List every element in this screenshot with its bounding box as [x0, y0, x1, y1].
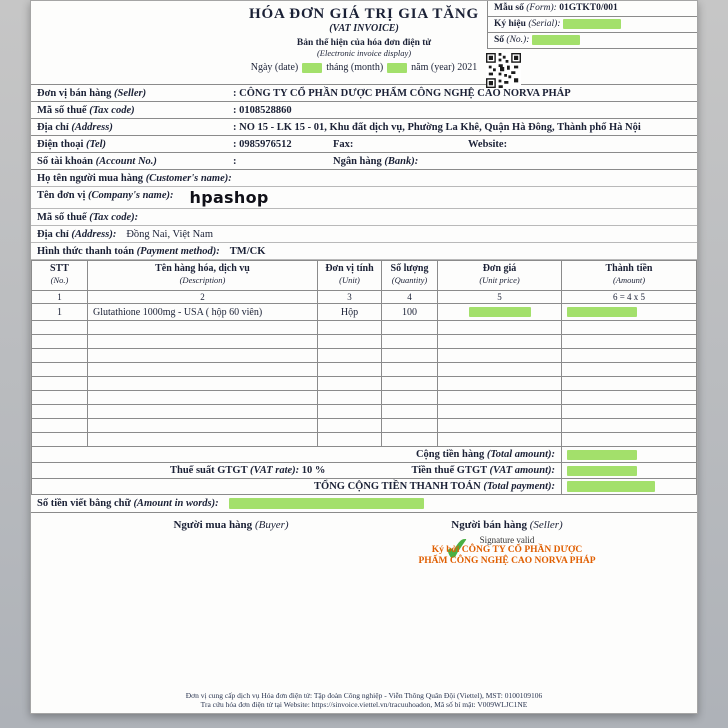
items-table [31, 260, 697, 495]
subtotal-row: Cộng tiền hàng (Total amount): [32, 447, 697, 463]
redacted-month-value [387, 63, 407, 73]
buyer-taxcode-row: Mã số thuế (Tax code): [31, 209, 697, 226]
seller-taxcode-value: : 0108528860 [233, 105, 292, 116]
display-line-vi: Bản thể hiện của hóa đơn điện tử [296, 38, 432, 48]
redacted-day-value [302, 63, 322, 73]
vat-amount-label: Tiền thuế GTGT (VAT amount): [411, 465, 555, 476]
table-empty-row [32, 405, 697, 419]
seller-address-row: Địa chỉ (Address) : NO 15 - LK 15 - 01, Khu đất dịch vụ, Phường La Khê, Quận Hà Đông, Thành phố Hà Nội [31, 119, 697, 136]
date-label-year: năm (year) 2021 [411, 62, 478, 73]
buyer-signature-block: Người mua hàng (Buyer) [173, 519, 289, 531]
seller-name-row: Đơn vị bán hàng (Seller) : CÔNG TY CỔ PHẦN DƯỢC PHẨM CÔNG NGHỆ CAO NORVA PHÁP [31, 85, 697, 102]
qr-code-icon [486, 53, 521, 88]
seller-section [31, 85, 697, 170]
redacted-amount-in-words [229, 498, 424, 509]
item-quantity: 100 [382, 304, 438, 321]
item-unit: Hộp [318, 304, 382, 321]
invoice-subtitle: (VAT INVOICE) [329, 23, 399, 34]
footer-lookup-line: Tra cứu hóa đơn điện tử tại Website: https://sinvoice.viettel.vn/tracuuhoadon, Mã số bí mật: V009WLJC1NE [200, 700, 528, 709]
vat-row [32, 463, 697, 479]
item-row [32, 304, 697, 321]
seller-taxcode-row: Mã số thuế (Tax code) : 0108528860 [31, 102, 697, 119]
form-number-row: Mẫu số (Form): 01GTKT0/001 [488, 1, 697, 17]
invoice-page [30, 0, 698, 714]
date-label-month: tháng (month) [326, 62, 384, 73]
table-empty-row [32, 377, 697, 391]
amount-in-words-row [31, 495, 697, 513]
signature-check-icon: ✔ [442, 529, 473, 569]
signed-by-line2: PHẨM CÔNG NGHỆ CAO NORVA PHÁP [418, 556, 596, 566]
footer-notes [31, 691, 697, 709]
signed-by-line1: Ký bởi CÔNG TY CỔ PHẦN DƯỢC [431, 545, 583, 555]
table-empty-row [32, 391, 697, 405]
account-colon: : [233, 156, 237, 167]
redacted-total-payment [567, 481, 655, 492]
invoice-date-line [31, 62, 697, 73]
buyer-company-name: hpashop [189, 188, 269, 207]
table-column-numbers-row: 1 2 3 4 5 6 = 4 x 5 [32, 291, 697, 304]
seller-phone-value: : 0985976512 [233, 139, 292, 150]
table-empty-row [32, 321, 697, 335]
seller-phone-row: Điện thoại (Tel) : 0985976512 Fax: Website: [31, 136, 697, 153]
website-label: Website: [468, 139, 508, 150]
table-empty-row [32, 335, 697, 349]
serial-row: Ký hiệu (Serial): [488, 17, 697, 33]
seller-address-value: : NO 15 - LK 15 - 01, Khu đất dịch vụ, Phường La Khê, Quận Hà Đông, Thành phố Hà Nội [233, 122, 641, 133]
seller-account-row: Số tài khoản (Account No.) : Ngân hàng (Bank): [31, 153, 697, 170]
redacted-unit-price [469, 307, 531, 317]
redacted-invoice-number [532, 35, 580, 45]
form-number-value: 01GTKT0/001 [559, 3, 618, 13]
item-stt: 1 [32, 304, 88, 321]
redacted-subtotal [567, 450, 637, 460]
grand-total-row: TỔNG CỘNG TIỀN THANH TOÁN (Total payment): [32, 479, 697, 495]
table-empty-row [32, 349, 697, 363]
redacted-serial-value [563, 19, 621, 29]
seller-name-value: : CÔNG TY CỔ PHẦN DƯỢC PHẨM CÔNG NGHỆ CAO NORVA PHÁP [233, 88, 571, 99]
table-empty-row [32, 419, 697, 433]
item-description: Glutathione 1000mg - USA ( hộp 60 viên) [88, 304, 318, 321]
table-empty-row [32, 363, 697, 377]
fax-label: Fax: [333, 139, 354, 150]
display-line-en: (Electronic invoice display) [316, 48, 412, 58]
signature-valid-text: Signature valid [479, 535, 535, 545]
invoice-title: HÓA ĐƠN GIÁ TRỊ GIA TĂNG [249, 6, 479, 22]
invoice-meta-box [487, 1, 697, 49]
bank-label: Ngân hàng (Bank): [333, 156, 419, 167]
amount-in-words-label: Số tiền viết bằng chữ (Amount in words): [37, 498, 219, 509]
buyer-section [31, 170, 697, 260]
payment-method-value: TM/CK [229, 246, 266, 257]
buyer-address-row: Địa chỉ (Address): Đồng Nai, Việt Nam [31, 226, 697, 243]
table-header-row: STT (No.) Tên hàng hóa, dịch vụ (Description) Đơn vị tính (Unit) Số lượng (Quantity) Đơn giá (Unit price) Thành tiền (Amount) [32, 261, 697, 291]
payment-method-row: Hình thức thanh toán (Payment method): TM/CK [31, 243, 697, 260]
table-empty-row [32, 433, 697, 447]
redacted-vat-amount [567, 466, 637, 476]
buyer-company-row: Tên đơn vị (Company's name): hpashop [31, 187, 697, 209]
buyer-customer-row: Họ tên người mua hàng (Customer's name): [31, 170, 697, 187]
buyer-address-value: Đồng Nai, Việt Nam [126, 229, 214, 240]
date-label-day: Ngày (date) [250, 62, 299, 73]
redacted-line-amount [567, 307, 637, 317]
invoice-number-row: Số (No.): [488, 33, 697, 49]
footer-provider-line: Đơn vị cung cấp dịch vụ Hóa đơn điện tử: Tập đoàn Công nghiệp - Viễn Thông Quân Đội (Viettel), MST: 0100109106 [185, 691, 543, 700]
vat-rate-label: Thuế suất GTGT (VAT rate): 10 % [170, 465, 326, 476]
invoice-header [31, 1, 697, 85]
vat-rate-value: 10 % [301, 465, 326, 476]
seller-signature-block: Người bán hàng (Seller) Signature valid Ký bởi CÔNG TY CỔ PHẦN DƯỢC PHẨM CÔNG NGHỆ CAO NORVA PHÁP ✔ [352, 519, 662, 567]
signature-area [31, 513, 697, 585]
